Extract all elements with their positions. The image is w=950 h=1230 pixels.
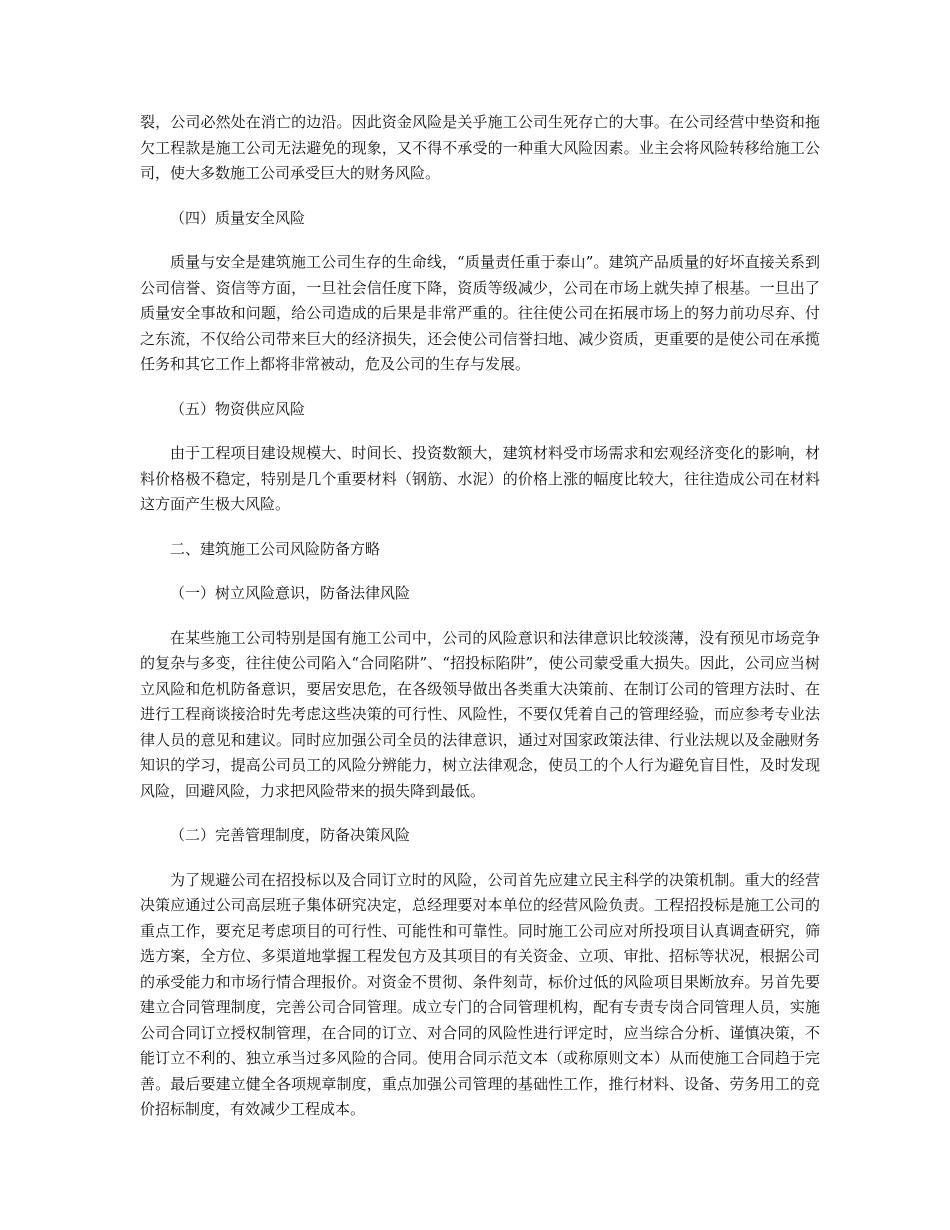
heading-risk-prevention-strategy: 二、建筑施工公司风险防备方略 — [170, 539, 381, 558]
heading-material-supply-risk: （五）物资供应风险 — [170, 399, 306, 418]
heading-legal-risk-prevention: （一）树立风险意识，防备法律风险 — [170, 584, 411, 602]
document-body — [140, 110, 820, 1142]
paragraph-capital-risk-continued: 裂，公司必然处在消亡的边沿。因此资金风险是关乎施工公司生死存亡的大事。在公司经营中垫资和拖欠工程款是施工公司无法避免的现象，又不得不承受的一种重大风险因素。业主会将风险转移给施工公司，使大多数施工公司承受巨大的财务风险。 — [140, 113, 820, 182]
paragraph-decision-risk-prevention: 为了规避公司在招投标以及合同订立时的风险，公司首先应建立民主科学的决策机制。重大的经营决策应通过公司高层班子集体研究决定，总经理要对本单位的经营风险负责。工程招投标是施工公司的重点工作，要充足考虑项目的可行性、可能性和可靠性。同时施工公司应对所投项目认真调查研究，筛选方案，全方位、多渠道地掌握工程发包方及其项目的有关资金、立项、审批、招标等状况，根据公司的承受能力和市场行情合理报价。对资金不贯彻、条件刻苛，标价过低的风险项目果断放弃。另首先要建立合同管理制度，完善公司合同管理。成立专门的合同管理机构，配有专责专岗合同管理人员，实施公司合同订立授权制管理，在合同的订立、对合同的风险性进行评定时，应当综合分析、谨慎决策，不能订立不利的、独立承当过多风险的合同。使用合同示范文本（或称原则文本）从而使施工合同趋于完善。最后要建立健全各项规章制度，重点加强公司管理的基础性工作，推行材料、设备、劳务用工的竞价招标制度，有效减少工程成本。 — [140, 870, 820, 1118]
heading-quality-safety-risk: （四）质量安全风险 — [170, 208, 306, 227]
paragraph-legal-risk-prevention: 在某些施工公司特别是国有施工公司中，公司的风险意识和法律意识比较淡薄，没有预见市场竞争的复杂与多变，往往使公司陷入“合同陷阱”、“招投标陷阱”，使公司蒙受重大损失。因此，公司应当树立风险和危机防备意识，要居安思危，在各级领导做出各类重大决策前、在制订公司的管理方法时、在进行工程商谈接洽时先考虑这些决策的可行性、风险性，不要仅凭着自己的管理经验，而应参考专业法律人员的意见和建议。同时应加强公司全员的法律意识，通过对国家政策法律、行业法规以及金融财务知识的学习，提高公司员工的风险分辨能力，树立法律观念，使员工的个人行为避免盲目性，及时发现风险，回避风险，力求把风险带来的损失降到最低。 — [140, 628, 820, 800]
heading-decision-risk-prevention: （二）完善管理制度，防备决策风险 — [170, 826, 411, 844]
paragraph-quality-safety-risk: 质量与安全是建筑施工公司生存的生命线，“质量责任重于泰山”。建筑产品质量的好坏直接关系到公司信誉、资信等方面，一旦社会信任度下降，资质等级减少，公司在市场上就失掉了根基。一旦出了质量安全事故和问题，给公司造成的后果是非常严重的。往往使公司在拓展市场上的努力前功尽弃、付之东流，不仅给公司带来巨大的经济损失，还会使公司信誉扫地、减少资质，更重要的是使公司在承揽任务和其它工作上都将非常被动，危及公司的生存与发展。 — [140, 253, 820, 373]
paragraph-material-supply-risk: 由于工程项目建设规模大、时间长、投资数额大，建筑材料受市场需求和宏观经济变化的影响，材料价格极不稳定，特别是几个重要材料（钢筋、水泥）的价格上涨的幅度比较大，往往造成公司在材料这方面产生极大风险。 — [140, 444, 820, 513]
